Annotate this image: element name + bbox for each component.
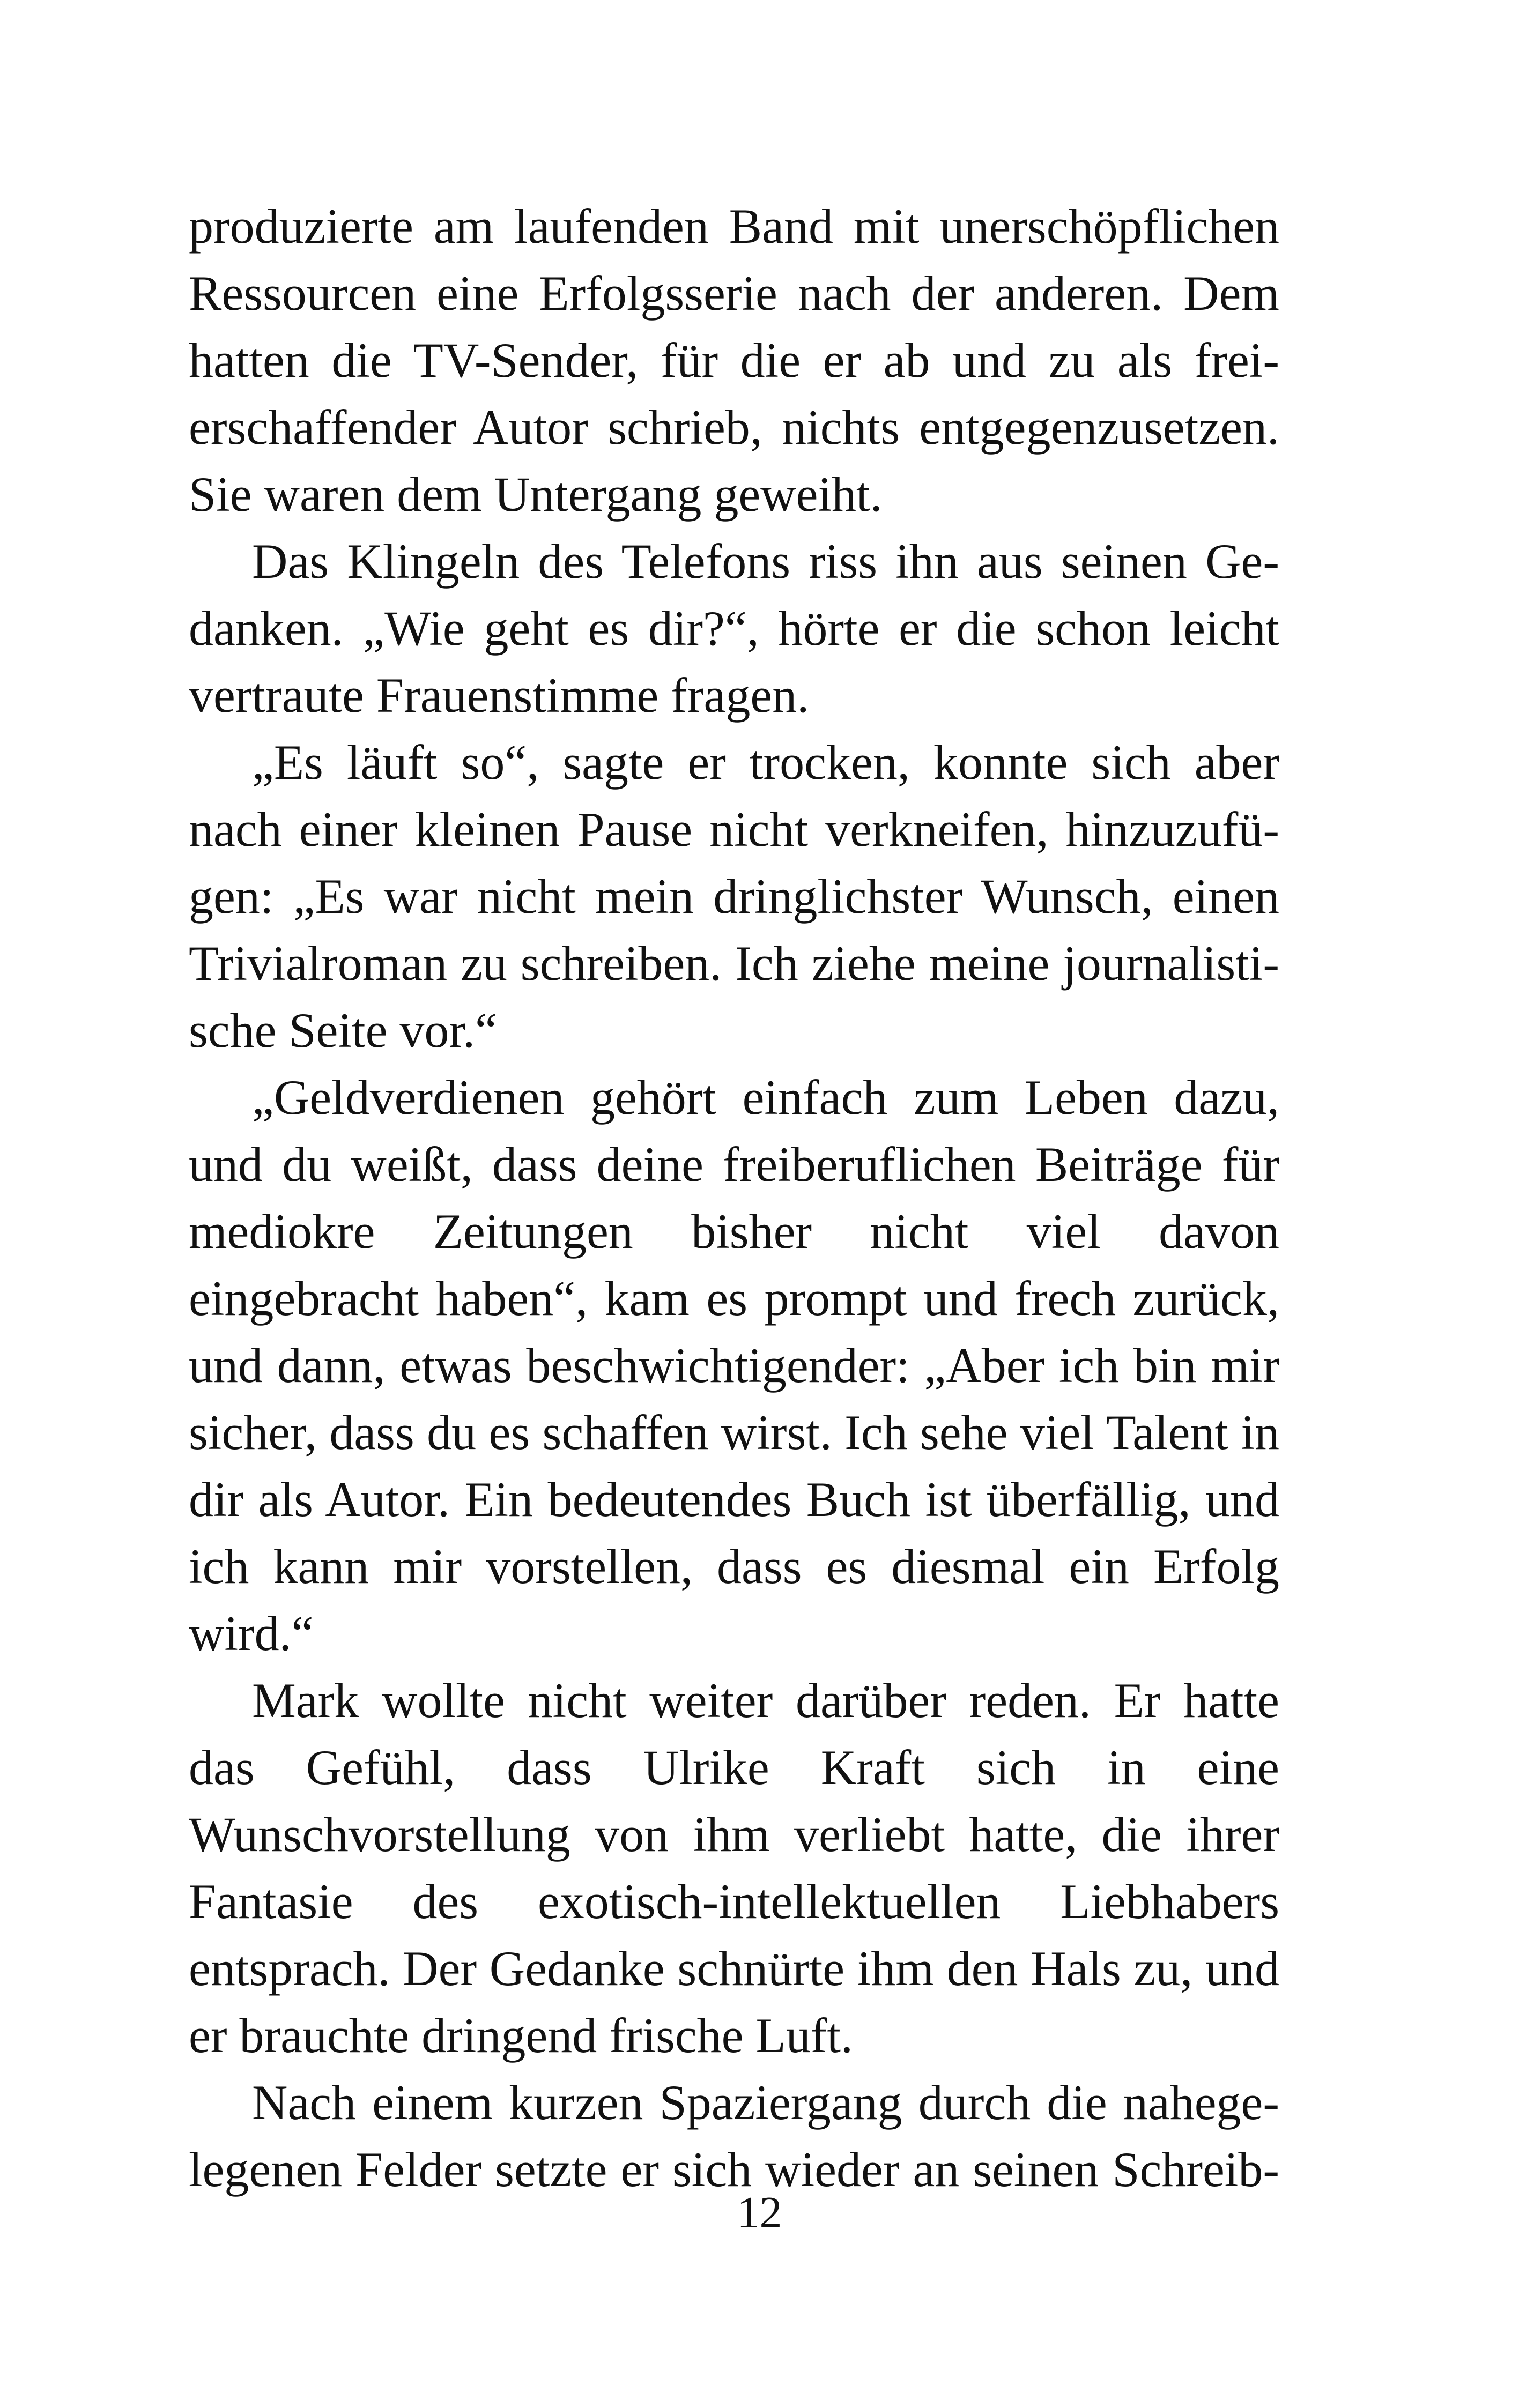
paragraph: „Geldverdienen gehört einfach zum Leben dazu, und du weißt, dass deine freiberuflichen Beiträge für mediokre Zeitungen bisher nicht viel davon eingebracht haben“, kam es prompt und frech zurück, und dann, etwas beschwichtigender: „Aber ich bin mir sicher, dass du es schaffen wirst. Ich sehe viel Talent in dir als Autor. Ein bedeutendes Buch ist überfällig, und ich kann mir vorstellen, dass es diesmal ein Erfolg wird.“	[189, 1070, 1279, 1661]
body-text	[189, 193, 1279, 2203]
paragraph: „Es läuft so“, sagte er trocken, konnte sich aber nach einer kleinen Pause nicht verkneifen, hinzuzufügen: „Es war nicht mein dringlichster Wunsch, einen Trivialroman zu schreiben. Ich ziehe meine journalistische Seite vor.“	[189, 735, 1279, 1058]
page-number: 12	[737, 2188, 782, 2238]
paragraph: Das Klingeln des Telefons riss ihn aus seinen Gedanken. „Wie geht es dir?“, hörte er die schon leicht vertraute Frauenstimme fragen.	[189, 534, 1279, 723]
paragraph: produzierte am laufenden Band mit unerschöpflichen Ressourcen eine Erfolgsserie nach der anderen. Dem hatten die TV-Sender, für die er ab und zu als freierschaffender Autor schrieb, nichts entgegenzusetzen. Sie waren dem Untergang geweiht.	[189, 199, 1279, 522]
paragraph: Nach einem kurzen Spaziergang durch die nahegelegenen Felder setzte er sich wieder an seinen Schreib-	[189, 2075, 1279, 2197]
paragraph: Mark wollte nicht weiter darüber reden. Er hatte das Gefühl, dass Ulrike Kraft sich in eine Wunschvorstellung von ihm verliebt hatte, die ihrer Fantasie des exotisch-intellektuellen Liebhabers entsprach. Der Gedanke schnürte ihm den Hals zu, und er brauchte dringend frische Luft.	[189, 1673, 1279, 2063]
